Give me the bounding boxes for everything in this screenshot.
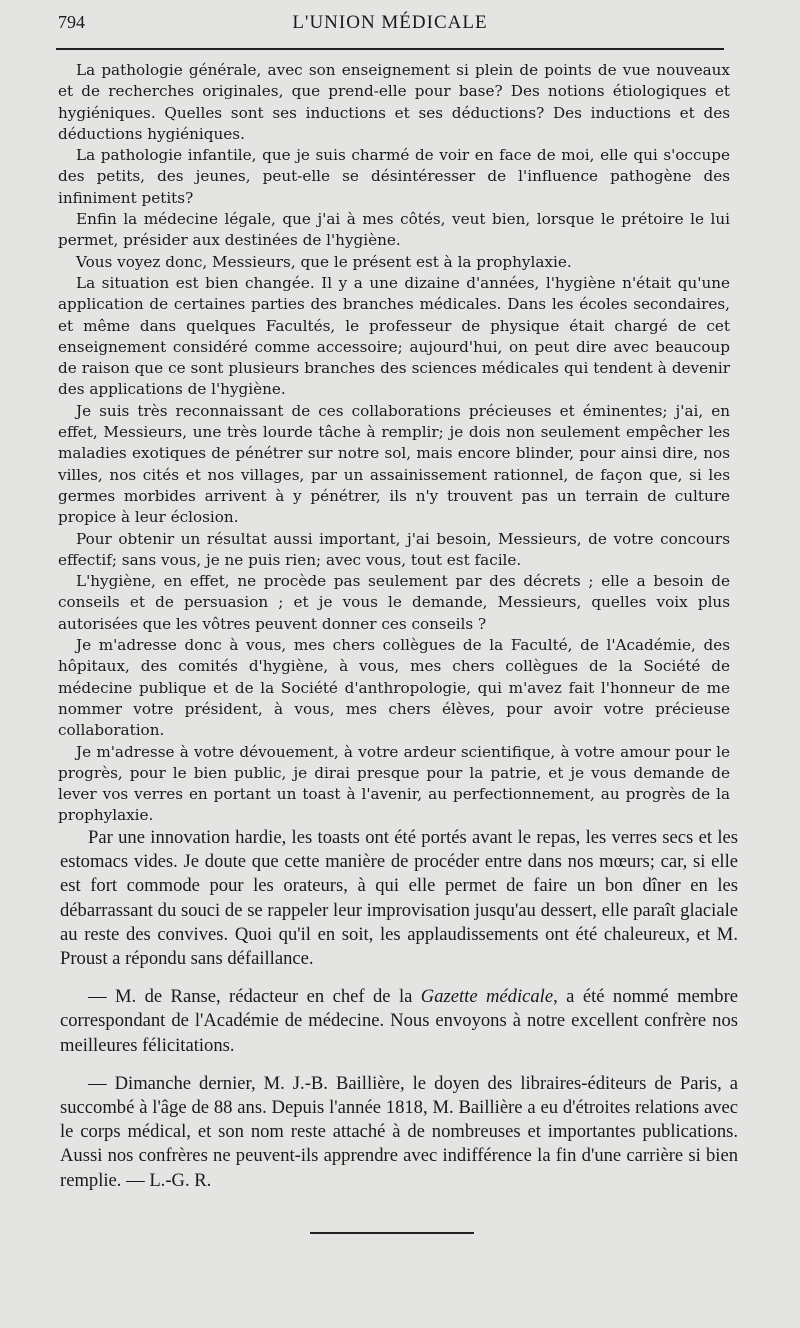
footer-rule xyxy=(310,1232,474,1234)
running-title: L'UNION MÉDICALE xyxy=(292,12,488,33)
speech-paragraph: Je m'adresse donc à vous, mes chers collègues de la Faculté, de l'Académie, des hôpitaux, des comités d'hygiène, à vous, mes chers collègues de la Société de médecine publique et de la Société d'anthropologie, qui m'avez fait l'honneur de me nommer votre président, à vous, mes chers élèves, pour avoir votre précieuse collaboration. xyxy=(58,636,730,740)
speech-paragraph: Enfin la médecine légale, que j'ai à mes côtés, veut bien, lorsque le prétoire le lui permet, présider aux destinées de l'hygiène. xyxy=(58,210,730,250)
ranse-paragraph xyxy=(60,985,738,1058)
bailliere-paragraph: — Dimanche dernier, M. J.-B. Baillière, le doyen des libraires-éditeurs de Paris, a succombé à l'âge de 88 ans. Depuis l'année 1818, M. Baillière a eu d'étroites relations avec le corps médical, et son nom reste attaché à de nombreuses et importantes publications. Aussi nos confrères ne peuvent-ils apprendre avec indifférence la fin d'une carrière si bien remplie. — L.-G. R. xyxy=(60,1072,738,1191)
speech-paragraph: La pathologie générale, avec son enseignement si plein de points de vue nouveaux et de recherches originales, que prend-elle pour base? Des notions étiologiques et hygiéniques. Quelles sont ses inductions et ses déductions? Des inductions et des déductions hygiéniques. xyxy=(58,61,730,143)
page-header xyxy=(50,12,730,38)
journal-title: Gazette médicale xyxy=(420,986,554,1008)
speech-paragraph: La pathologie infantile, que je suis charmé de voir en face de moi, elle qui s'occupe des petits, des jeunes, peut-elle se désintéresser de l'influence pathogène des infiniment petits? xyxy=(58,146,730,207)
speech-paragraph: Je suis très reconnaissant de ces collaborations précieuses et éminentes; j'ai, en effet, Messieurs, une très lourde tâche à remplir; je dois non seulement empêcher les maladies exotiques de pénétrer sur notre sol, mais encore blinder, pour ainsi dire, nos villes, nos cités et nos villages, par un assainissement rationnel, de façon que, si les germes morbides arrivent à y pénétrer, ils n'y trouvent pas un terrain de culture propice à leur éclosion. xyxy=(58,401,730,527)
page-number: 794 xyxy=(58,12,85,32)
speech-paragraph: Je m'adresse à votre dévouement, à votre ardeur scientifique, à votre amour pour le progrès, pour le bien public, je dirai presque pour la patrie, et je vous demande de lever vos verres en portant un toast à l'avenir, au perfectionnement, au progrès de la prophylaxie. xyxy=(58,742,730,825)
ranse-text-before: — M. de Ranse, rédacteur en chef de la xyxy=(88,986,421,1008)
speech-paragraph: Pour obtenir un résultat aussi important, j'ai besoin, Messieurs, de votre concours effectif; sans vous, je ne puis rien; avec vous, tout est facile. xyxy=(58,529,730,569)
toasts-paragraph: Par une innovation hardie, les toasts ont été portés avant le repas, les verres secs et les estomacs vides. Je doute que cette manière de procéder entre dans nos mœurs; car, si elle est fort commode pour les orateurs, à qui elle permet de faire un bon dîner en les débarrassant du souci de se rappeler leur improvisation jusqu'au dessert, elle paraît glaciale au reste des convives. Quoi qu'il en soit, les applaudissements ont été chaleureux, et M. Proust a répondu sans défaillance. xyxy=(60,827,738,970)
speech-paragraph: La situation est bien changée. Il y a une dizaine d'années, l'hygiène n'était qu'une application de certaines parties des branches médicales. Dans les écoles secondaires, et même dans quelques Facultés, le professeur de physique était chargé de cet enseignement considéré comme accessoire; aujourd'hui, on peut dire avec beaucoup de raison que ce sont plusieurs branches des sciences médicales qui tendent à devenir des applications de l'hygiène. xyxy=(58,273,730,399)
header-rule xyxy=(56,48,724,50)
ranse-text-after: , a été nommé membre correspondant de l'Académie de médecine. Nous envoyons à notre excellent confrère nos meilleures félicitations. xyxy=(60,986,739,1056)
speech-text xyxy=(58,60,730,827)
speech-paragraph: L'hygiène, en effet, ne procède pas seulement par des décrets ; elle a besoin de conseils et de persuasion ; et je vous le demande, Messieurs, quelles voix plus autorisées que les vôtres peuvent donner ces conseils ? xyxy=(58,572,730,633)
news-section xyxy=(60,826,738,1193)
speech-paragraph: Vous voyez donc, Messieurs, que le présent est à la prophylaxie. xyxy=(76,252,572,271)
